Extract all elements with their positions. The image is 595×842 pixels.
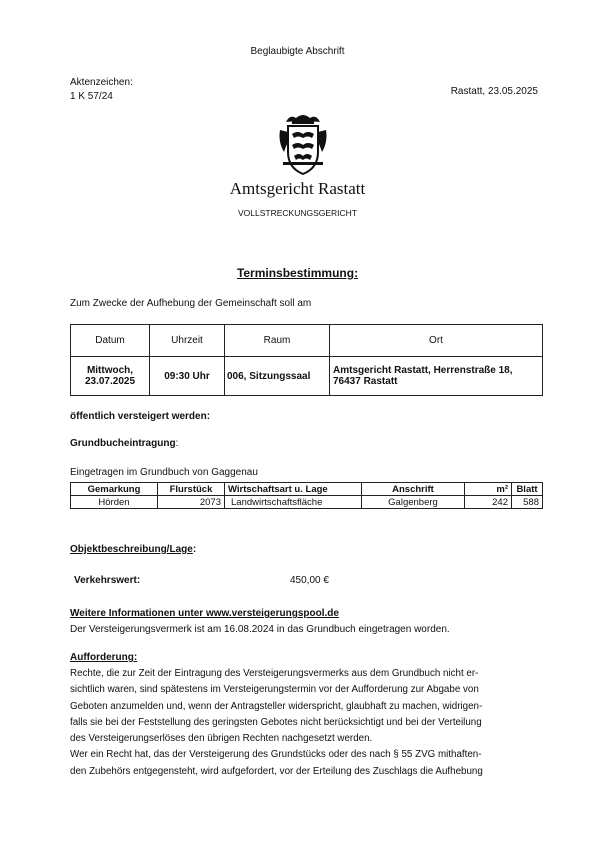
grundbuch-header-blatt: Blatt	[512, 483, 543, 496]
grundbuch-table-header-row	[71, 483, 543, 496]
termin-table-header-row	[71, 325, 543, 357]
grundbuch-gemarkung: Hörden	[71, 496, 158, 509]
aufforderung-text	[70, 666, 550, 780]
grundbuch-header-gemarkung: Gemarkung	[71, 483, 158, 496]
aufforderung-line: den Zubehörs entgegensteht, wird aufgefordert, vor der Erteilung des Zuschlags die Aufhebung	[70, 765, 483, 777]
aufforderung-line: Geboten anzumelden und, wenn der Antragsteller widerspricht, glaubhaft zu machen, widrigen-	[70, 700, 483, 712]
verkehrswert-value: 450,00 €	[290, 575, 329, 586]
grundbuch-flurstueck: 2073	[158, 496, 225, 509]
grundbuch-blatt: 588	[512, 496, 543, 509]
table-header-datum: Datum	[71, 325, 150, 357]
aktenzeichen-label: Aktenzeichen:	[70, 77, 133, 88]
page-title: Terminsbestimmung:	[236, 266, 359, 280]
termin-table-row	[71, 357, 543, 396]
eingetragen-text: Eingetragen im Grundbuch von Gaggenau	[70, 467, 258, 478]
aktenzeichen-value: 1 K 57/24	[70, 91, 113, 102]
termin-datum-weekday: Mittwoch,	[86, 365, 134, 376]
objekt-heading-colon: :	[192, 544, 197, 555]
termin-ort	[330, 357, 543, 396]
grundbuch-table	[70, 482, 543, 509]
court-subtitle: VOLLSTRECKUNGSGERICHT	[237, 208, 358, 218]
table-header-uhrzeit: Uhrzeit	[150, 325, 225, 357]
termin-table	[70, 324, 543, 396]
termin-ort-line2: 76437 Rastatt	[333, 376, 398, 387]
court-name: Amtsgericht Rastatt	[229, 179, 366, 198]
info-heading: Weitere Informationen unter www.versteigerungspool.de	[70, 608, 339, 619]
termin-raum: 006, Sitzungssaal	[225, 357, 330, 396]
aufforderung-heading: Aufforderung:	[70, 652, 138, 663]
grundbuch-anschrift: Galgenberg	[362, 496, 465, 509]
grundbuch-wirtschaftsart: Landwirtschaftsfläche	[225, 496, 362, 509]
grundbuch-header-flurstueck: Flurstück	[158, 483, 225, 496]
aufforderung-line: sichtlich waren, sind spätestens im Versteigerungstermin vor der Aufforderung zur Abgabe von	[70, 684, 479, 696]
grundbuch-heading-label: Grundbucheintragung	[70, 438, 176, 449]
aufforderung-line: des Versteigerungserlöses den übrigen Rechten nachgesetzt werden.	[70, 733, 373, 745]
grundbuch-header-wirtschaftsart: Wirtschaftsart u. Lage	[225, 483, 362, 496]
coat-of-arms-icon	[278, 112, 328, 176]
grundbuch-header-anschrift: Anschrift	[362, 483, 465, 496]
aufforderung-line: Rechte, die zur Zeit der Eintragung des Versteigerungsvermerks aus dem Grundbuch nicht er-	[70, 668, 479, 679]
intro-text: Zum Zwecke der Aufhebung der Gemeinschaft soll am	[70, 298, 312, 309]
place-date: Rastatt, 23.05.2025	[450, 86, 538, 97]
table-header-raum: Raum	[225, 325, 330, 357]
objekt-heading-label: Objektbeschreibung/Lage	[70, 544, 193, 555]
termin-datum-date: 23.07.2025	[84, 376, 136, 387]
aufforderung-line: falls sie bei der Feststellung des geringsten Gebotes nicht berücksichtigt und bei der Verteilung	[70, 716, 482, 728]
versteigert-text: öffentlich versteigert werden:	[70, 411, 211, 422]
grundbuch-table-row	[71, 496, 543, 509]
termin-uhrzeit: 09:30 Uhr	[150, 357, 225, 396]
table-header-ort: Ort	[330, 325, 543, 357]
termin-ort-line1: Amtsgericht Rastatt, Herrenstraße 18,	[333, 365, 513, 376]
document-header-title: Beglaubigte Abschrift	[250, 46, 345, 57]
verkehrswert-label: Verkehrswert:	[74, 575, 141, 586]
grundbuch-m2: 242	[465, 496, 512, 509]
info-text: Der Versteigerungsvermerk ist am 16.08.2024 in das Grundbuch eingetragen worden.	[70, 624, 450, 635]
grundbuch-header-m2: m²	[465, 483, 512, 496]
termin-datum	[71, 357, 150, 396]
objekt-heading	[70, 544, 196, 555]
aufforderung-line: Wer ein Recht hat, das der Versteigerung des Grundstücks oder des nach § 55 ZVG mithaften-	[70, 749, 482, 761]
grundbuch-heading	[70, 438, 178, 449]
grundbuch-heading-colon: :	[175, 438, 179, 449]
